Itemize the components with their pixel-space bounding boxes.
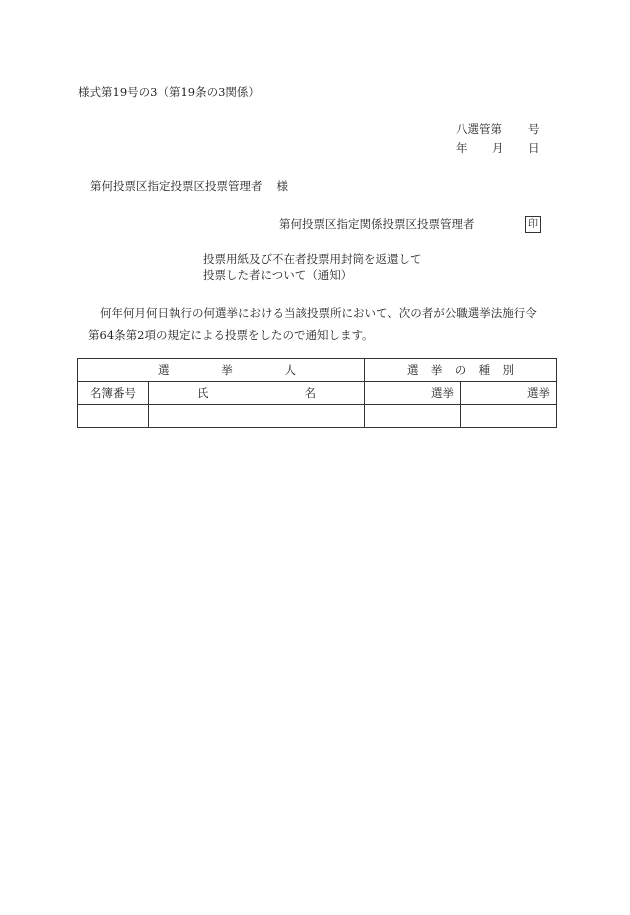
form-number: 様式第19号の3（第19条の3関係）	[78, 85, 260, 99]
addressee-name: 第何投票区指定投票区投票管理者	[90, 179, 263, 193]
col-register-number: 名簿番号	[78, 382, 149, 405]
header-elector-char-1: 選	[158, 363, 170, 377]
body-paragraph	[78, 302, 558, 346]
date-day: 日	[528, 141, 540, 155]
header-elector-char-2: 挙	[221, 363, 233, 377]
col-election-2: 選挙	[461, 382, 557, 405]
addressee-honorific: 様	[276, 179, 288, 193]
cell-register-number[interactable]	[78, 405, 149, 428]
header-elector	[78, 359, 365, 382]
subject-line-1: 投票用紙及び不在者投票用封筒を返還して	[203, 252, 422, 266]
table-header-row-2	[78, 382, 557, 405]
sender-name: 第何投票区指定関係投票区投票管理者	[279, 217, 475, 231]
col-name-char-1: 氏	[197, 386, 209, 400]
elector-table	[77, 358, 557, 428]
cell-election-1[interactable]	[365, 405, 461, 428]
header-elector-char-3: 人	[284, 363, 296, 377]
header-type-char-5: 別	[502, 363, 514, 377]
doc-number-suffix: 号	[528, 122, 540, 136]
cell-election-2[interactable]	[461, 405, 557, 428]
body-line-1: 何年何月何日執行の何選挙における当該投票所において、次の者が公職選挙法施行令	[100, 306, 537, 320]
date-year: 年	[456, 141, 468, 155]
col-name-char-2: 名	[304, 386, 316, 400]
date-month: 月	[492, 141, 504, 155]
col-name	[149, 382, 365, 405]
header-election-type	[365, 359, 557, 382]
cell-name[interactable]	[149, 405, 365, 428]
subject-line-2: 投票した者について（通知）	[203, 268, 353, 282]
addressee	[90, 179, 288, 193]
table-row	[78, 405, 557, 428]
table-header-row-1	[78, 359, 557, 382]
header-type-char-1: 選	[407, 363, 419, 377]
seal-stamp: 印	[525, 216, 541, 233]
header-type-char-2: 挙	[430, 363, 443, 377]
body-line-2: 第64条第2項の規定による投票をしたので通知します。	[88, 328, 374, 342]
header-type-char-4: 種	[478, 363, 491, 377]
header-type-char-3: の	[454, 363, 467, 377]
col-election-1: 選挙	[365, 382, 461, 405]
doc-number-prefix: 八選管第	[456, 122, 502, 136]
